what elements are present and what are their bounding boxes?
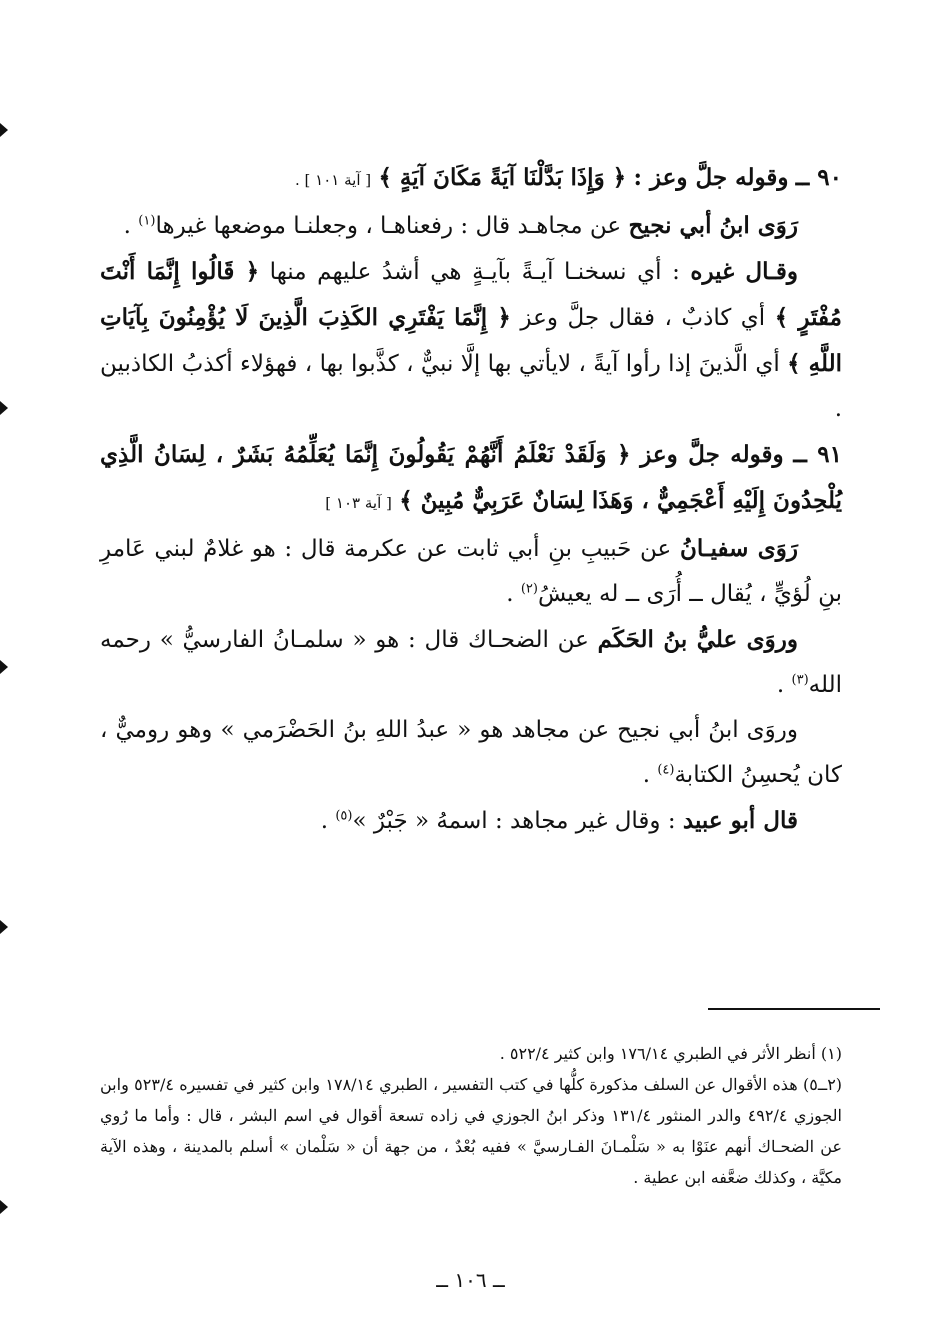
footnote-ref: (٥)	[335, 808, 353, 824]
paragraph-text: : أي نسخنـا آيـةً بآيـةٍ هي أشدُ عليهم منها	[259, 259, 691, 285]
entry-intro: وقوله جلَّ وعز	[640, 441, 784, 468]
margin-mark	[0, 401, 8, 415]
quran-verse: ﴿ وَإِذَا بَدَّلْنَا آيَةً مَكَانَ آيَةٍ ﴾	[378, 164, 627, 191]
footnote: (١) أنظر الأثر في الطبري ١٧٦/١٤ وابن كثير ٥٢٢/٤ .	[499, 1044, 842, 1063]
narrator: رَوَى سفيـانُ	[679, 535, 798, 562]
footnote-ref: (١)	[138, 213, 156, 229]
margin-mark	[0, 660, 8, 674]
footnote-ref: (٢)	[520, 581, 538, 597]
entry-91	[100, 432, 842, 526]
quran-verse: ﴿ وَلَقَدْ نَعْلَمُ أَنَّهُمْ يَقُولُونَ إِنَّمَا يُعَلِّمُهُ بَشَرٌ ، لِسَانُ الَّذِي يُلْحِدُونَ إِلَيْهِ أَعْجَمِيٌّ ، وَهَذَا لِسَانٌ عَرَبِيٌّ مُبِينٌ ﴾	[100, 441, 842, 514]
quran-verse: ﴿ إِنَّمَا يَفْتَرِي الكَذِبَ الَّذِينَ لَا يُؤْمِنُونَ بِآيَاتِ اللَّهِ ﴾	[100, 304, 843, 377]
narrator: وقـال غيره	[690, 258, 798, 285]
paragraph	[100, 798, 842, 844]
paragraph-text: عن مجاهـد قال : رفعناهـا ، وجعلنـا موضعها غيرها	[155, 213, 622, 239]
paragraph	[100, 708, 842, 798]
entry-number: ٩٠ ــ	[795, 164, 842, 191]
paragraph-end: .	[123, 213, 139, 239]
margin-mark	[0, 1200, 8, 1214]
footnote-divider	[708, 1008, 880, 1010]
paragraph	[100, 249, 842, 432]
entry-number: ٩١ ــ	[793, 441, 843, 468]
entry-intro: وقوله جلَّ وعز :	[633, 164, 789, 191]
paragraph-text: : وقال غير مجاهد : اسمهُ « جَبْرٌ »	[352, 808, 683, 834]
main-text	[100, 155, 842, 844]
paragraph-end: .	[642, 762, 658, 788]
paragraph-text: أي كاذبٌ ، فقال جلَّ وعز	[510, 305, 775, 331]
footnote: (٢ــ٥) هذه الأقوال عن السلف مذكورة كلُّها في كتب التفسير ، الطبري ١٧٨/١٤ وابن كثير في تفسيره ٥٢٣/٤ وابن الجوزي ٤٩٢/٤ والدر المنثور ١٣١/٤ وذكر ابنُ الجوزي في زاده تسعة أقوال في اسم البشر ، قال : وأما ما رُوي عن الضحـاك أنهم عنَوْا به « سَلْمـانَ الفـارسيَّ » ففيه بُعْدٌ ، من جهة أن « سَلْمان » أسلم بالمدينة ، وهذه الآية مكيَّة ، وكذلك ضعَّفه ابن عطية .	[100, 1075, 843, 1187]
paragraph	[100, 526, 842, 617]
paragraph	[100, 203, 842, 249]
quran-verse: ﴿ قَالُوا إِنَّمَا أَنْتَ مُفْتَرٍ ﴾	[100, 258, 842, 331]
margin-mark	[0, 123, 8, 137]
narrator: رَوَى ابنُ أبي نجيح	[628, 212, 798, 239]
margin-mark	[0, 920, 8, 934]
verse-ref: [ آية ١٠٣ ]	[325, 494, 392, 512]
paragraph-end: .	[320, 808, 336, 834]
narrator: وروَى عليُّ بنُ الحَكَم	[597, 626, 798, 653]
verse-ref: [ آية ١٠١ ] .	[295, 171, 372, 189]
paragraph-text: عن الضحـاك قال : هو « سلمـانُ الفارسيُّ » رحمه الله	[100, 627, 842, 698]
entry-90	[100, 155, 842, 203]
footnotes	[100, 1038, 842, 1193]
paragraph	[100, 617, 842, 708]
paragraph-text: عن حَبيبِ بنِ أبي ثابت عن عكرمة قال : هو غلامٌ لبني عَامرِ بنِ لُؤيٍّ ، يُقال ــ أُرَى ــ له يعيشُ	[100, 536, 842, 607]
paragraph-text: أي الَّذينَ إذا رأوا آيةً ، لايأتي بها إلَّا نبيٌّ ، كذَّبوا بها ، فهؤلاء أكذبُ الكاذبين .	[100, 351, 842, 422]
footnote-ref: (٤)	[657, 762, 675, 778]
page-number: ــ ١٠٦ ــ	[436, 1268, 505, 1292]
narrator: قال أبو عبيد	[682, 807, 798, 834]
footnote-ref: (٣)	[791, 672, 809, 688]
paragraph-end: .	[506, 581, 521, 607]
paragraph-text: وروَى ابنُ أبي نجيح عن مجاهد هو « عبدُ اللهِ بنُ الحَضْرَمي » وهو روميٌّ ، كان يُحسِنُ الكتابة	[100, 717, 842, 788]
paragraph-end: .	[776, 672, 792, 698]
